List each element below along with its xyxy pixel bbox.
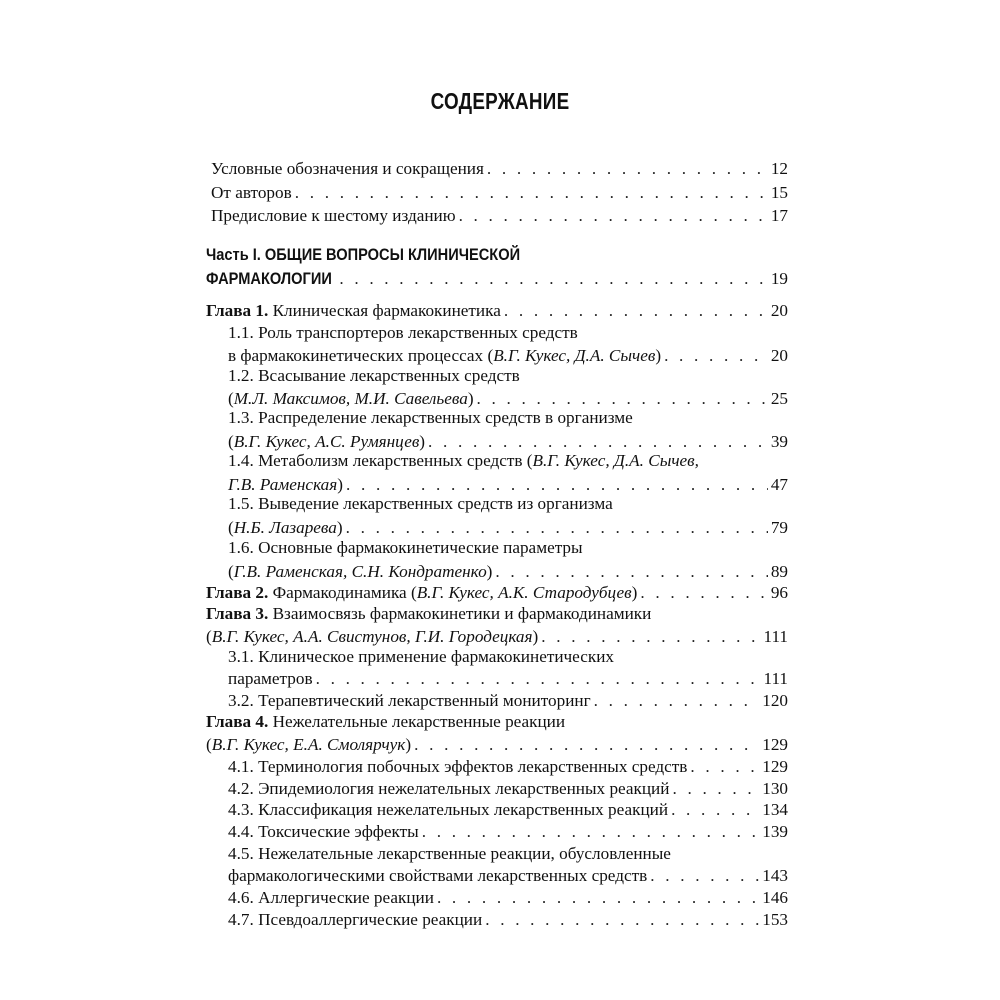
section-authors: М.Л. Максимов, М.И. Савельева	[233, 389, 468, 408]
toc-entry-part-1[interactable]	[206, 268, 788, 290]
dot-leader	[316, 668, 761, 690]
dot-leader	[504, 300, 768, 322]
toc-page-number: 129	[762, 757, 788, 776]
paren-open: (	[228, 562, 234, 581]
toc-page-number: 25	[770, 389, 788, 408]
toc-page-number: 96	[770, 583, 788, 602]
paren-open: (	[228, 432, 234, 451]
toc-page-number: 146	[762, 888, 788, 907]
chapter-label: Глава 4.	[206, 712, 269, 731]
toc-entry-from-authors[interactable]	[211, 182, 788, 204]
toc-page-number: 20	[770, 301, 788, 320]
section-authors: В.Г. Кукес, Д.А. Сычев,	[532, 451, 699, 470]
toc-entry-section-3-2[interactable]	[228, 690, 788, 712]
chapter-authors: В.Г. Кукес, А.А. Свистунов, Г.И. Городецкая	[211, 627, 533, 646]
toc-page-number: 39	[770, 432, 788, 451]
toc-entry-section-4-4[interactable]	[228, 821, 788, 843]
toc-page-number: 17	[770, 206, 788, 225]
toc-page-number: 15	[770, 183, 788, 202]
dot-leader	[594, 690, 760, 712]
paren-close: )	[336, 518, 343, 537]
section-authors: В.Г. Кукес, А.С. Румянцев	[233, 432, 420, 451]
section-3-1-line1: 3.1. Клиническое применение фармакокинетических	[228, 647, 615, 666]
toc-page-number: 129	[762, 735, 788, 754]
toc-page-number: 47	[770, 475, 788, 494]
toc-entry-section-4-2[interactable]	[228, 778, 788, 800]
toc-entry-chapter-3[interactable]	[206, 626, 788, 648]
toc-page-number: 134	[762, 800, 788, 819]
dot-leader	[672, 778, 759, 800]
paren-close: )	[337, 475, 343, 494]
section-text-close: )	[655, 346, 662, 365]
toc-page-number: 111	[763, 669, 788, 688]
toc-entry-section-4-5[interactable]	[228, 865, 788, 887]
dot-leader	[339, 268, 767, 290]
section-4-5-line1: 4.5. Нежелательные лекарственные реакции, обусловленные	[228, 844, 671, 863]
chapter-title: Фармакодинамика (	[272, 583, 417, 602]
section-text: 1.4. Метаболизм лекарственных средств (	[228, 451, 533, 470]
section-text: 4.6. Аллергические реакции	[228, 888, 434, 907]
toc-entry-section-1-5[interactable]	[228, 517, 788, 539]
section-authors: Г.В. Раменская, С.Н. Кондратенко	[233, 562, 487, 581]
chapter-authors: В.Г. Кукес, А.К. Стародубцев	[416, 583, 632, 602]
chapter-4-line1	[206, 711, 565, 733]
toc-entry-chapter-1[interactable]	[206, 300, 788, 322]
section-text: 4.4. Токсические эффекты	[228, 822, 419, 841]
section-text: 4.7. Псевдоаллергические реакции	[228, 910, 483, 929]
dot-leader	[650, 865, 759, 887]
toc-page-number: 120	[762, 691, 788, 710]
part-heading-line2: ФАРМАКОЛОГИИ	[206, 269, 332, 288]
toc-entry-section-1-6[interactable]	[228, 561, 788, 583]
dot-leader	[295, 182, 768, 204]
toc-entry-chapter-4[interactable]	[206, 734, 788, 756]
toc-page-number: 153	[762, 910, 788, 929]
toc-entry-text: Предисловие к шестому изданию	[211, 206, 456, 225]
chapter-label: Глава 2.	[206, 583, 269, 602]
paren-close: )	[405, 735, 412, 754]
toc-entry-abbreviations[interactable]	[211, 158, 788, 180]
dot-leader	[485, 909, 759, 931]
paren-open: (	[228, 389, 234, 408]
section-1-5-line1: 1.5. Выведение лекарственных средств из организма	[228, 494, 613, 513]
toc-page-number: 130	[762, 779, 788, 798]
dot-leader	[414, 734, 759, 756]
toc-entry-chapter-2[interactable]	[206, 582, 788, 604]
section-1-3-line1: 1.3. Распределение лекарственных средств в организме	[228, 408, 633, 427]
dot-leader	[487, 158, 768, 180]
section-authors: В.Г. Кукес, Д.А. Сычев	[493, 346, 656, 365]
chapter-3-line1	[206, 603, 651, 625]
section-1-6-line1: 1.6. Основные фармакокинетические параметры	[228, 538, 583, 557]
chapter-label: Глава 1.	[206, 301, 269, 320]
toc-page-number: 139	[762, 822, 788, 841]
part-heading-line1: Часть I. ОБЩИЕ ВОПРОСЫ КЛИНИЧЕСКОЙ	[206, 245, 521, 264]
dot-leader	[664, 345, 768, 367]
page-title: СОДЕРЖАНИЕ	[430, 88, 570, 114]
dot-leader	[459, 205, 768, 227]
chapter-title: Клиническая фармакокинетика	[272, 301, 501, 320]
dot-leader	[690, 756, 759, 778]
section-text: 3.2. Терапевтический лекарственный мониторинг	[228, 691, 591, 710]
section-text: 4.2. Эпидемиология нежелательных лекарственных реакций	[228, 779, 670, 798]
toc-entry-section-1-1[interactable]	[228, 345, 788, 367]
section-text: 4.3. Классификация нежелательных лекарственных реакций	[228, 800, 669, 819]
toc-entry-text: Условные обозначения и сокращения	[211, 159, 484, 178]
chapter-title: Взаимосвязь фармакокинетики и фармакодинамики	[272, 604, 652, 623]
toc-page-number: 89	[770, 562, 788, 581]
toc-entry-section-4-3[interactable]	[228, 799, 788, 821]
toc-entry-section-3-1[interactable]	[228, 668, 788, 690]
chapter-title: Нежелательные лекарственные реакции	[272, 712, 566, 731]
dot-leader	[541, 626, 760, 648]
paren-close: )	[467, 389, 474, 408]
toc-entry-text: От авторов	[211, 183, 292, 202]
section-1-1-line1: 1.1. Роль транспортеров лекарственных средств	[228, 323, 578, 342]
paren-close: )	[532, 627, 539, 646]
section-text: параметров	[228, 669, 313, 688]
section-authors: Н.Б. Лазарева	[233, 518, 337, 537]
dot-leader	[422, 821, 760, 843]
dot-leader	[671, 799, 759, 821]
chapter-authors: В.Г. Кукес, Е.А. Смолярчук	[211, 735, 406, 754]
toc-entry-preface[interactable]	[211, 205, 788, 227]
dot-leader	[640, 582, 767, 604]
section-1-4-line1	[228, 450, 699, 472]
section-authors: Г.В. Раменская	[228, 475, 338, 494]
toc-page-number: 12	[770, 159, 788, 178]
dot-leader	[495, 561, 767, 583]
dot-leader	[346, 517, 768, 539]
toc-entry-section-4-6[interactable]	[228, 887, 788, 909]
section-text: фармакологическими свойствами лекарственных средств	[228, 866, 648, 885]
toc-page-number: 111	[763, 627, 788, 646]
paren-open: (	[228, 518, 234, 537]
toc-page-number: 19	[770, 269, 788, 288]
section-text: в фармакокинетических процессах (	[228, 346, 494, 365]
toc-page-number: 79	[770, 518, 788, 537]
section-text: 4.1. Терминология побочных эффектов лекарственных средств	[228, 757, 688, 776]
toc-entry-section-4-1[interactable]	[228, 756, 788, 778]
chapter-label: Глава 3.	[206, 604, 269, 623]
toc-page-number: 143	[762, 866, 788, 885]
section-1-2-line1: 1.2. Всасывание лекарственных средств	[228, 366, 520, 385]
paren-close: )	[486, 562, 493, 581]
paren-close: )	[419, 432, 426, 451]
dot-leader	[437, 887, 759, 909]
toc-entry-section-4-7[interactable]	[228, 909, 788, 931]
paren-close: )	[631, 583, 638, 602]
paren-open: (	[206, 627, 212, 646]
toc-page-number: 20	[770, 346, 788, 365]
paren-open: (	[206, 735, 212, 754]
